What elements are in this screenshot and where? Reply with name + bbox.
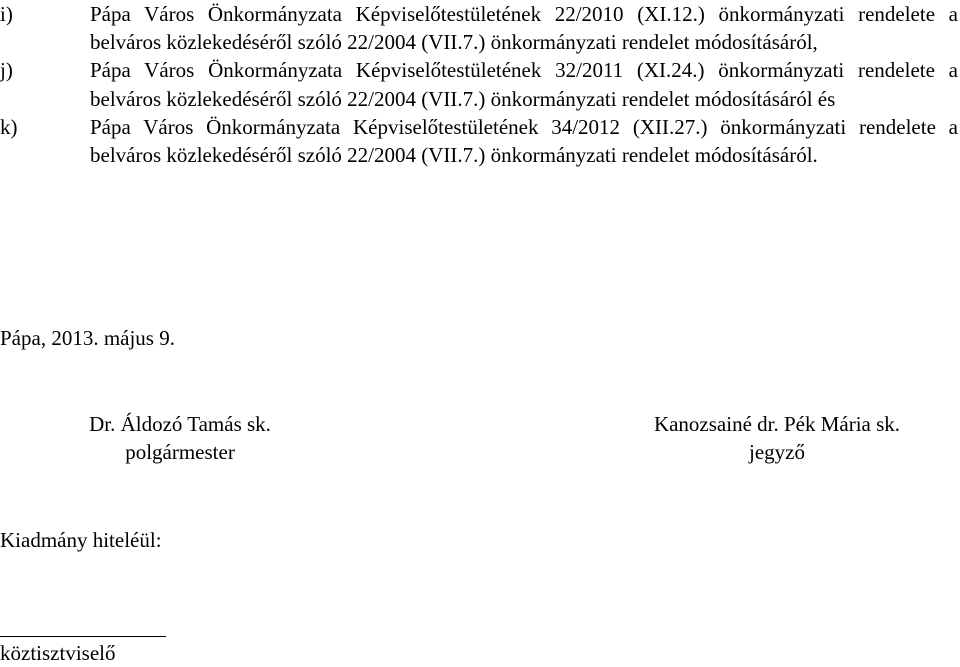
signatory-name: Kanozsainé dr. Pék Mária sk. (653, 412, 901, 436)
list-marker: k) (0, 114, 18, 139)
list-item-k (0, 113, 958, 169)
list-item-text: Pápa Város Önkormányzata Képviselőtestületének 34/2012 (XII.27.) önkormányzati rendelete a belváros közlekedéséről szóló 22/2004 (VII.7.) önkormányzati rendelet módosításáról. (90, 114, 958, 168)
list-item-text: Pápa Város Önkormányzata Képviselőtestületének 32/2011 (XI.24.) önkormányzati rendelete a belváros közlekedéséről szóló 22/2004 (VII.7.) önkormányzati rendelet módosításáról és (90, 58, 958, 111)
list-item-j (0, 56, 958, 112)
list-marker: i) (0, 2, 13, 26)
list-item-text: Pápa Város Önkormányzata Képviselőtestületének 22/2010 (XI.12.) önkormányzati rendelete a belváros közlekedéséről szóló 22/2004 (VII.7.) önkormányzati rendelet módosításáról, (90, 2, 958, 55)
certified-copy-label: Kiadmány hiteléül: (0, 528, 162, 552)
list-marker: j) (0, 58, 13, 83)
signatory-title: jegyző (749, 440, 805, 464)
signatory-name: Dr. Áldozó Tamás sk. (89, 412, 271, 436)
clerk-title: köztisztviselő (0, 641, 116, 665)
signature-block-mayor (62, 410, 298, 466)
signature-line (0, 636, 166, 637)
place-and-date: Pápa, 2013. május 9. (0, 326, 175, 350)
signature-block-notary (624, 410, 930, 466)
amendment-list (0, 0, 958, 169)
signatory-title: polgármester (125, 440, 235, 464)
list-item-i (0, 0, 958, 56)
